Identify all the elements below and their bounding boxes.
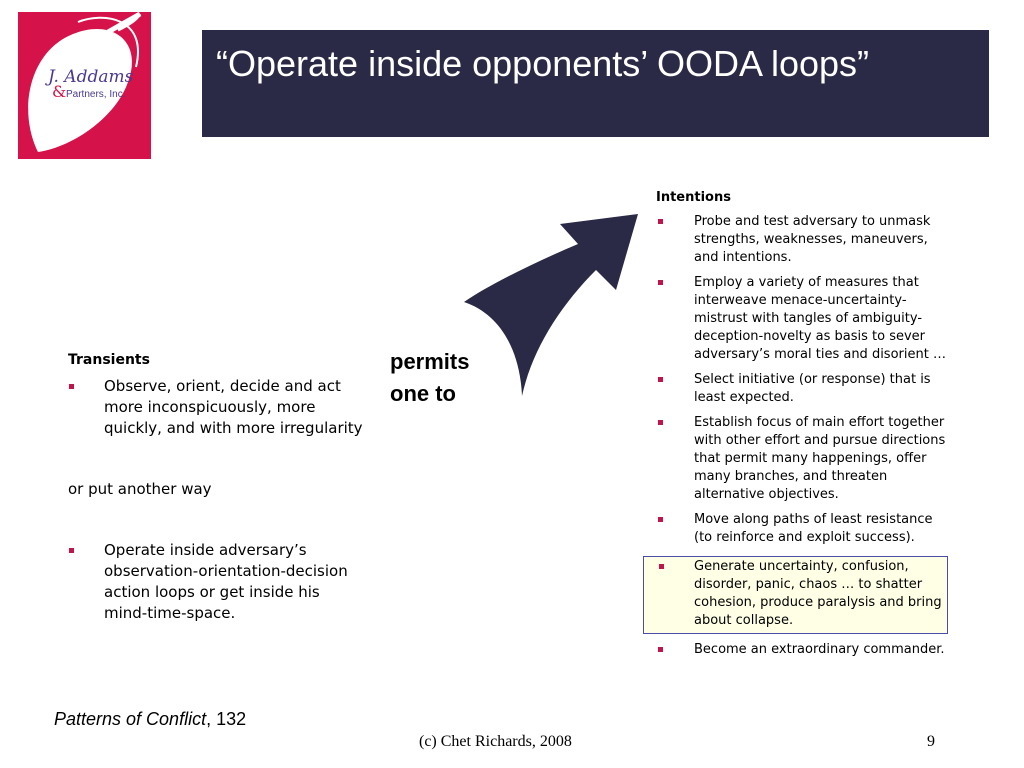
transients-list — [66, 376, 366, 439]
transition-text: or put another way — [68, 480, 212, 498]
logo-name: J. Addams — [48, 67, 134, 87]
company-logo — [18, 12, 151, 159]
permits-line-2: one to — [390, 381, 456, 406]
intentions-list — [656, 213, 946, 659]
arrow-graphic — [460, 210, 650, 400]
intentions-bullet: Move along paths of least resistance (to reinforce and exploit success). — [656, 511, 946, 547]
intentions-bullet: Become an extraordinary commander. — [656, 641, 946, 659]
intentions-section — [656, 189, 946, 666]
citation — [54, 708, 246, 730]
transients-bullet: Observe, orient, decide and act more inconspicuously, more quickly, and with more irregularity — [66, 376, 366, 439]
page-number: 9 — [927, 733, 935, 750]
citation-title: Patterns of Conflict — [54, 709, 207, 729]
permits-label — [390, 346, 469, 410]
citation-page: , 132 — [206, 709, 247, 729]
transients-list-2 — [66, 540, 366, 624]
title-bar — [202, 30, 989, 137]
intentions-bullet: Select initiative (or response) that is least expected. — [656, 371, 946, 407]
transients-heading: Transients — [68, 352, 150, 368]
intentions-heading: Intentions — [656, 190, 731, 205]
transients-bullet: Operate inside adversary’s observation-orientation-decision action loops or get inside his mind-time-space. — [66, 540, 366, 624]
logo-subname: Partners, Inc. — [66, 89, 126, 100]
intentions-bullet: Establish focus of main effort together with other effort and pursue directions that permit many happenings, offer many branches, and threaten alternative objectives. — [656, 414, 946, 504]
footer-copyright: (c) Chet Richards, 2008 — [419, 733, 572, 750]
intentions-bullet: Probe and test adversary to unmask strengths, weaknesses, maneuvers, and intentions. — [656, 213, 946, 267]
logo-ampersand: & — [52, 82, 67, 101]
intentions-bullet-highlighted: Generate uncertainty, confusion, disorder, panic, chaos … to shatter cohesion, produce paralysis and bring about collapse. — [643, 556, 948, 634]
permits-line-1: permits — [390, 349, 470, 374]
transients-section — [66, 350, 366, 624]
intentions-bullet: Employ a variety of measures that interweave menace-uncertainty-mistrust with tangles of ambiguity-deception-novelty as basis to sever adversary’s moral ties and disorient … — [656, 274, 946, 364]
slide-title: “Operate inside opponents’ OODA loops” — [216, 43, 870, 84]
